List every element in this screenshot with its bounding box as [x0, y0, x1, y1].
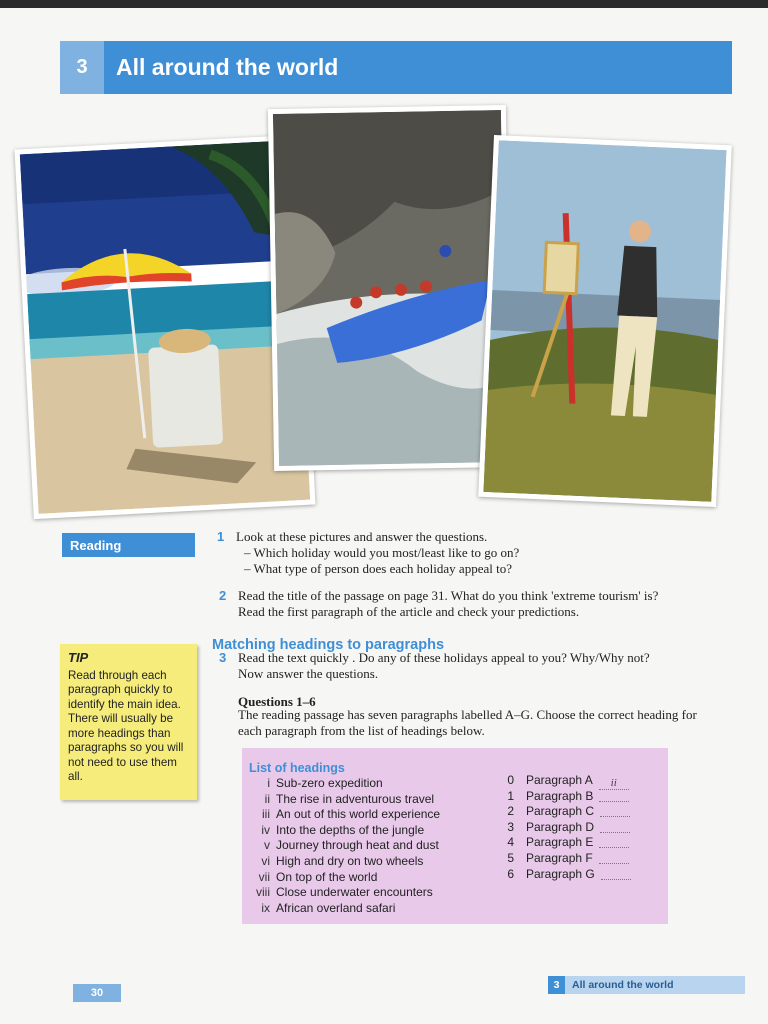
paragraph-item	[502, 835, 631, 851]
tip-title: TIP	[68, 650, 89, 665]
tip-box	[60, 644, 197, 800]
answer-blank[interactable]	[599, 836, 629, 848]
paragraph-number: 6	[507, 866, 514, 881]
answer-blank[interactable]	[601, 868, 631, 880]
heading-numeral: iii	[262, 807, 270, 822]
heading-numeral: ii	[264, 791, 270, 806]
heading-text: High and dry on two wheels	[276, 853, 424, 868]
headings-box-title: List of headings	[249, 761, 345, 775]
heading-item	[242, 885, 440, 901]
task-2	[219, 588, 728, 620]
task-3	[219, 650, 718, 682]
task-line: Read the title of the passage on page 31. What do you think 'extreme tourism' is?	[238, 588, 659, 603]
answer-blank[interactable]	[599, 790, 629, 802]
paragraph-label: Paragraph C	[526, 804, 595, 819]
heading-item	[242, 807, 440, 823]
answer-blank[interactable]: ii	[599, 778, 629, 790]
heading-text: On top of the world	[276, 869, 378, 884]
heading-numeral: iv	[261, 822, 270, 837]
heading-item	[242, 792, 440, 808]
footer-chapter-number: 3	[548, 976, 565, 994]
heading-text: Close underwater encounters	[276, 885, 433, 900]
chapter-title: All around the world	[104, 41, 732, 94]
heading-text: Journey through heat and dust	[276, 838, 439, 853]
paragraph-number: 0	[507, 773, 514, 787]
heading-numeral: v	[264, 838, 270, 853]
heading-item	[242, 823, 440, 839]
chapter-number: 3	[60, 41, 104, 94]
heading-text: Into the depths of the jungle	[276, 822, 425, 837]
paragraph-label: Paragraph A	[526, 773, 593, 787]
paragraph-label: Paragraph E	[526, 835, 594, 850]
heading-text: An out of this world experience	[276, 807, 441, 822]
task-line: Now answer the questions.	[238, 666, 379, 681]
section-heading: Matching headings to paragraphs	[212, 637, 445, 653]
answer-blank[interactable]	[600, 821, 630, 833]
tip-text: Read through each paragraph quickly to identify the main idea. There will usually be more headings than paragraphs so you will not need to use them all.	[68, 668, 184, 783]
paragraph-item	[502, 820, 631, 836]
task-line: Read the first paragraph of the article and check your predictions.	[238, 604, 580, 619]
paragraph-item	[502, 789, 631, 805]
heading-item	[242, 870, 440, 886]
paragraph-number: 5	[507, 850, 514, 865]
paragraph-item	[502, 773, 631, 789]
heading-text: Sub-zero expedition	[276, 776, 383, 790]
chapter-banner	[60, 41, 732, 94]
page-number: 30	[73, 984, 121, 1002]
heading-item	[242, 854, 440, 870]
rafting-photo	[268, 105, 512, 471]
task-number: 2	[219, 588, 227, 603]
task-line: Read the text quickly . Do any of these holidays appeal to you? Why/Why not?	[238, 650, 650, 665]
questions-heading: Questions 1–6	[238, 694, 316, 709]
paragraph-number: 1	[507, 788, 514, 803]
task-number: 1	[217, 529, 225, 544]
paragraph-number: 2	[507, 804, 514, 819]
heading-numeral: viii	[256, 885, 270, 900]
heading-text: African overland safari	[276, 900, 396, 915]
heading-numeral: vii	[258, 869, 270, 884]
heading-text: The rise in adventurous travel	[276, 791, 435, 806]
top-edge	[0, 0, 768, 8]
paragraph-item	[502, 851, 631, 867]
painter-photo	[478, 135, 732, 507]
questions-instructions: The reading passage has seven paragraphs labelled A–G. Choose the correct heading for each paragraph from the list of headings below.	[238, 707, 697, 738]
paragraphs-list	[502, 773, 631, 882]
paragraph-label: Paragraph D	[526, 819, 595, 834]
paragraph-number: 4	[507, 835, 514, 850]
paragraph-label: Paragraph F	[526, 850, 593, 865]
task-number: 3	[219, 650, 227, 665]
heading-item	[242, 838, 440, 854]
heading-numeral: i	[267, 776, 270, 790]
heading-numeral: vi	[261, 853, 270, 868]
heading-item	[242, 901, 440, 917]
headings-box	[242, 748, 668, 924]
paragraph-number: 3	[507, 819, 514, 834]
paragraph-item	[502, 867, 631, 883]
footer-chapter-tab	[548, 976, 745, 994]
heading-item	[242, 776, 440, 792]
answer-blank[interactable]	[600, 805, 630, 817]
task-bullet: – What type of person does each holiday appeal to?	[244, 561, 716, 577]
paragraph-label: Paragraph B	[526, 788, 594, 803]
reading-section-label: Reading	[62, 533, 195, 557]
headings-list	[242, 776, 440, 916]
task-bullet: – Which holiday would you most/least like to go on?	[244, 545, 716, 561]
paragraph-item	[502, 804, 631, 820]
task-line: Look at these pictures and answer the questions.	[236, 529, 488, 544]
footer-chapter-title: All around the world	[565, 976, 745, 994]
answer-blank[interactable]	[599, 852, 629, 864]
heading-numeral: ix	[261, 900, 270, 915]
paragraph-label: Paragraph G	[526, 866, 595, 881]
task-1	[217, 529, 716, 577]
